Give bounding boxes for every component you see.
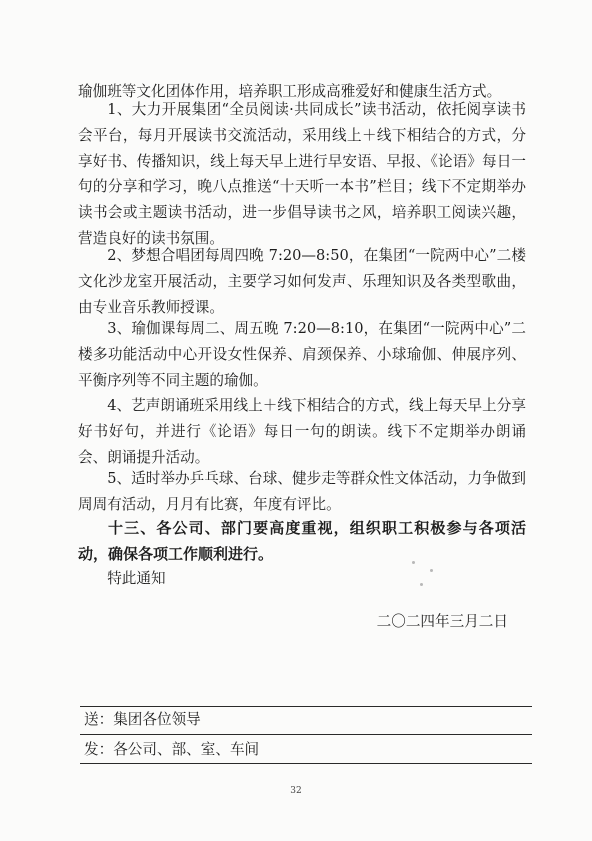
distribution-issue: 发：各公司、部、室、车间 <box>84 741 260 758</box>
page-number: 32 <box>290 786 302 796</box>
paragraph-section-thirteen: 十三、各公司、部门要高度重视，组织职工积极参与各项活动，确保各项工作顺利进行。 <box>78 519 526 563</box>
divider-bottom <box>80 763 532 764</box>
paragraph-choir: 2、梦想合唱团每周四晚 7:20—8:50，在集团“一院两中心”二楼文化沙龙室开展活动，主要学习如何发声、乐理知识及各类型歌曲，由专业音乐教师授课。 <box>78 247 526 316</box>
paragraph-sports: 5、适时举办乒乓球、台球、健步走等群众性文体活动，力争做到周周有活动，月月有比赛，年度有评比。 <box>78 470 526 513</box>
issue-date: 二〇二四年三月二日 <box>376 613 508 630</box>
paragraph-reading-activity: 1、大力开展集团“全员阅读·共同成长”读书活动，依托阅享读书会平台，每月开展读书交流活动，采用线上＋线下相结合的方式，分享好书、传播知识，线上每天早上进行早安语、早报、《论语》每日一句的分享和学习，晚八点推送“十天听一本书”栏目；线下不定期举办读书会或主题读书活动，进一步倡导读书之风，培养职工阅读兴趣，营造良好的读书氛围。 <box>78 101 526 247</box>
paragraph-closing-notice: 特此通知 <box>107 570 166 587</box>
distribution-send: 送：集团各位领导 <box>84 711 201 728</box>
divider-middle <box>80 734 532 735</box>
paragraph-yoga-full: 3、瑜伽课每周二、周五晚 7:20—8:10，在集团“一院两中心”二楼多功能活动中心开设女性保养、肩颈保养、小球瑜伽、伸展序列、平衡序列等不同主题的瑜伽。 <box>78 320 526 389</box>
faint-ink-marks <box>400 555 460 595</box>
divider-top <box>80 706 532 707</box>
paragraph-continuation: 瑜伽班等文化团体作用，培养职工形成高雅爱好和健康生活方式。 <box>78 83 502 100</box>
paragraph-recitation: 4、艺声朗诵班采用线上＋线下相结合的方式，线上每天早上分享好书好句，并进行《论语》每日一句的朗读。线下不定期举办朗诵会、朗诵提升活动。 <box>78 397 526 466</box>
